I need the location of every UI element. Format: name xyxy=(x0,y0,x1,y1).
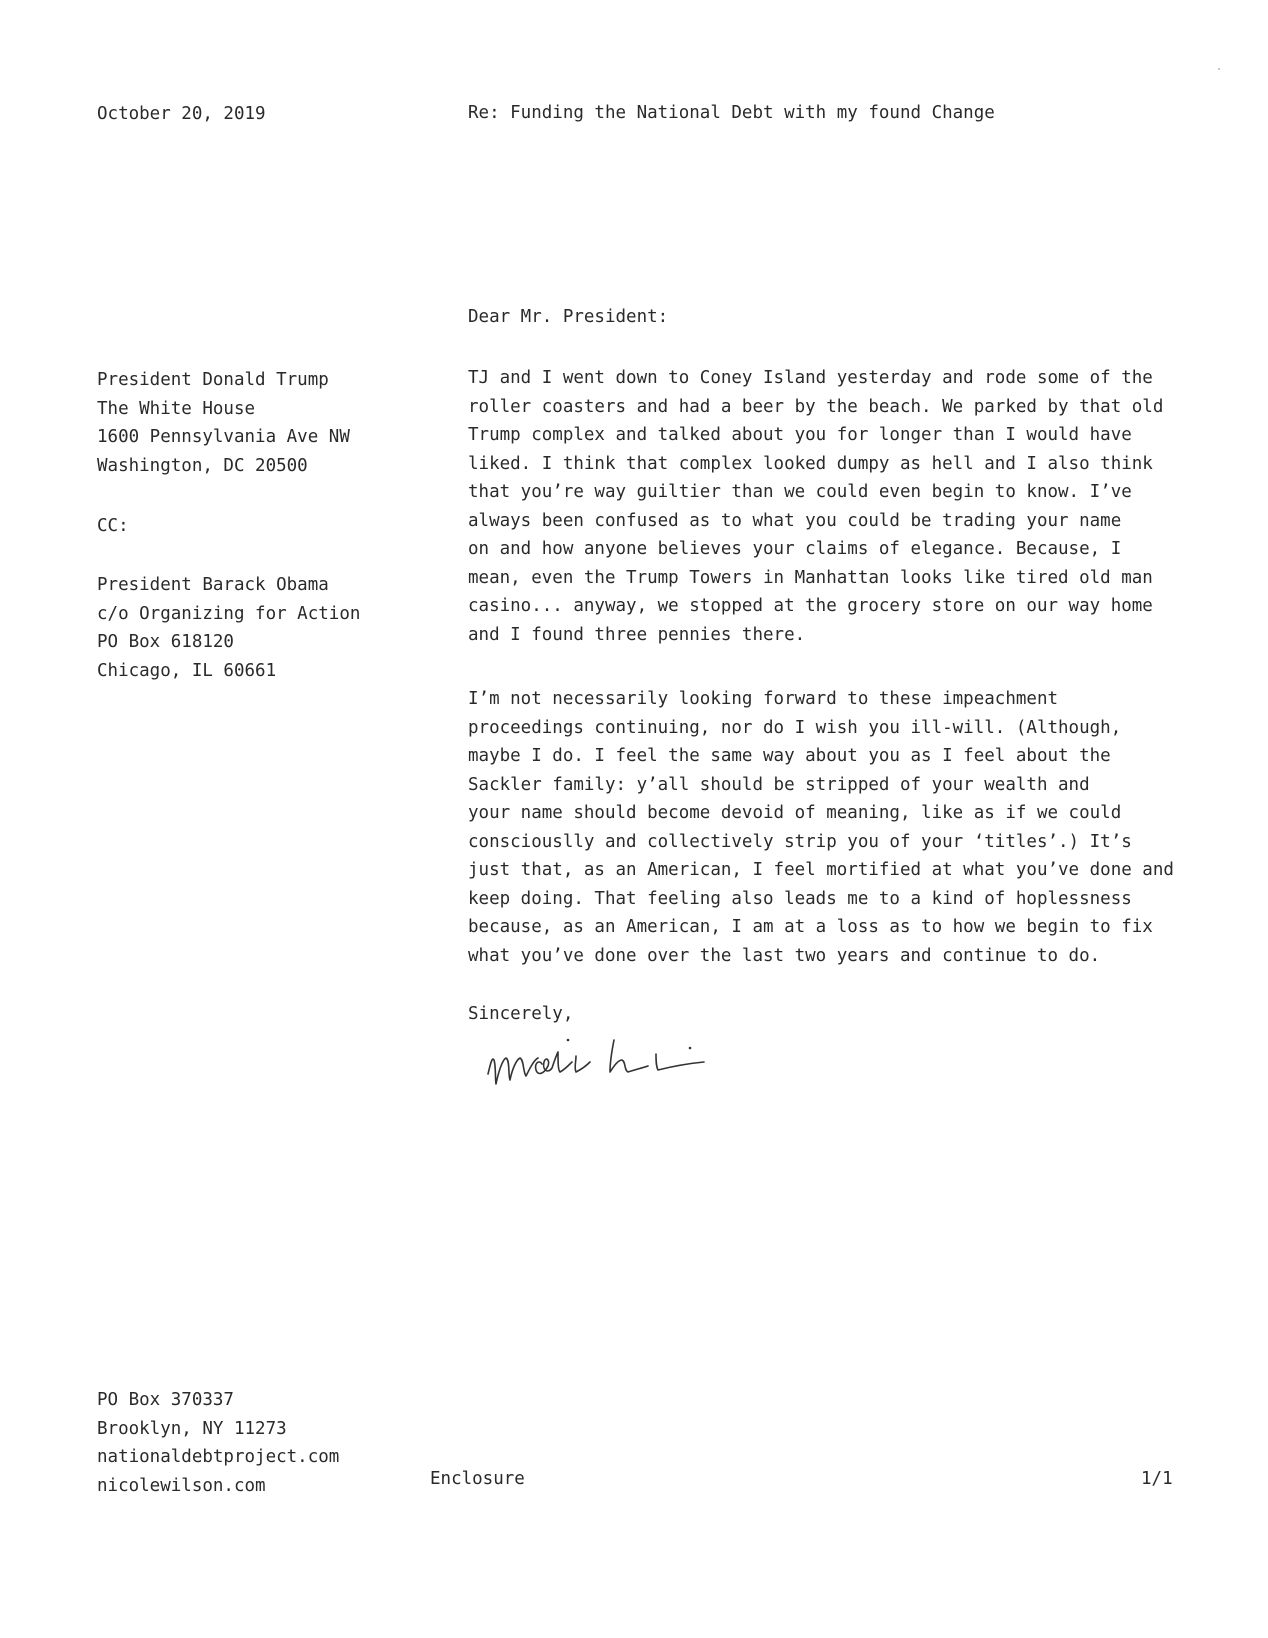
paragraph-line: TJ and I went down to Coney Island yesterday and rode some of the xyxy=(468,368,1153,388)
scan-speck xyxy=(1218,68,1220,70)
paragraph-line: just that, as an American, I feel mortified at what you’ve done and xyxy=(468,860,1174,880)
paragraph-line: on and how anyone believes your claims of elegance. Because, I xyxy=(468,539,1122,559)
handwritten-signature xyxy=(486,1026,746,1096)
paragraph-line: consciouslly and collectively strip you of your ‘titles’.) It’s xyxy=(468,831,1132,852)
sender-address xyxy=(97,1386,339,1500)
paragraph-line: Sackler family: y’all should be stripped of your wealth and xyxy=(468,774,1090,795)
sender-line: Brooklyn, NY 11273 xyxy=(97,1418,287,1439)
paragraph-line: mean, even the Trump Towers in Manhattan looks like tired old man xyxy=(468,567,1153,588)
salutation: Dear Mr. President: xyxy=(468,307,669,327)
paragraph-line: roller coasters and had a beer by the beach. We parked by that old xyxy=(468,396,1164,417)
recipient-line: The White House xyxy=(97,398,256,419)
paragraph-line: I’m not necessarily looking forward to these impeachment xyxy=(468,689,1059,709)
paragraph-line: what you’ve done over the last two years and continue to do. xyxy=(468,945,1101,966)
sender-line: PO Box 370337 xyxy=(97,1390,234,1410)
sender-website: nicolewilson.com xyxy=(97,1475,266,1496)
letter-subject: Re: Funding the National Debt with my found Change xyxy=(468,103,995,123)
paragraph-line: proceedings continuing, nor do I wish you ill-will. (Although, xyxy=(468,717,1122,738)
body-paragraph-2 xyxy=(468,685,1174,970)
page-number: 1/1 xyxy=(1141,1469,1173,1489)
cc-recipient-line: President Barack Obama xyxy=(97,575,329,595)
recipient-line: 1600 Pennsylvania Ave NW xyxy=(97,427,350,447)
paragraph-line: maybe I do. I feel the same way about you as I feel about the xyxy=(468,746,1111,766)
letter-date: October 20, 2019 xyxy=(97,104,266,124)
sender-website: nationaldebtproject.com xyxy=(97,1447,340,1467)
paragraph-line: that you’re way guiltier than we could even begin to know. I’ve xyxy=(468,482,1132,502)
cc-recipient-line: Chicago, IL 60661 xyxy=(97,660,277,681)
cc-label: CC: xyxy=(97,516,129,536)
recipient-line: Washington, DC 20500 xyxy=(97,455,308,476)
enclosure-note: Enclosure xyxy=(430,1469,525,1489)
recipient-line: President Donald Trump xyxy=(97,370,329,390)
closing: Sincerely, xyxy=(468,1004,574,1024)
paragraph-line: casino... anyway, we stopped at the grocery store on our way home xyxy=(468,596,1153,616)
paragraph-line: and I found three pennies there. xyxy=(468,624,806,645)
paragraph-line: always been confused as to what you could be trading your name xyxy=(468,510,1122,531)
recipient-address xyxy=(97,366,350,480)
paragraph-line: because, as an American, I am at a loss as to how we begin to fix xyxy=(468,917,1153,937)
paragraph-line: Trump complex and talked about you for longer than I would have xyxy=(468,425,1132,445)
cc-recipient-address xyxy=(97,571,360,685)
cc-recipient-line: c/o Organizing for Action xyxy=(97,603,361,624)
paragraph-line: keep doing. That feeling also leads me to a kind of hoplessness xyxy=(468,888,1132,909)
paragraph-line: your name should become devoid of meaning, like as if we could xyxy=(468,803,1122,823)
body-paragraph-1 xyxy=(468,364,1163,649)
paragraph-line: liked. I think that complex looked dumpy as hell and I also think xyxy=(468,453,1153,474)
cc-recipient-line: PO Box 618120 xyxy=(97,632,234,652)
